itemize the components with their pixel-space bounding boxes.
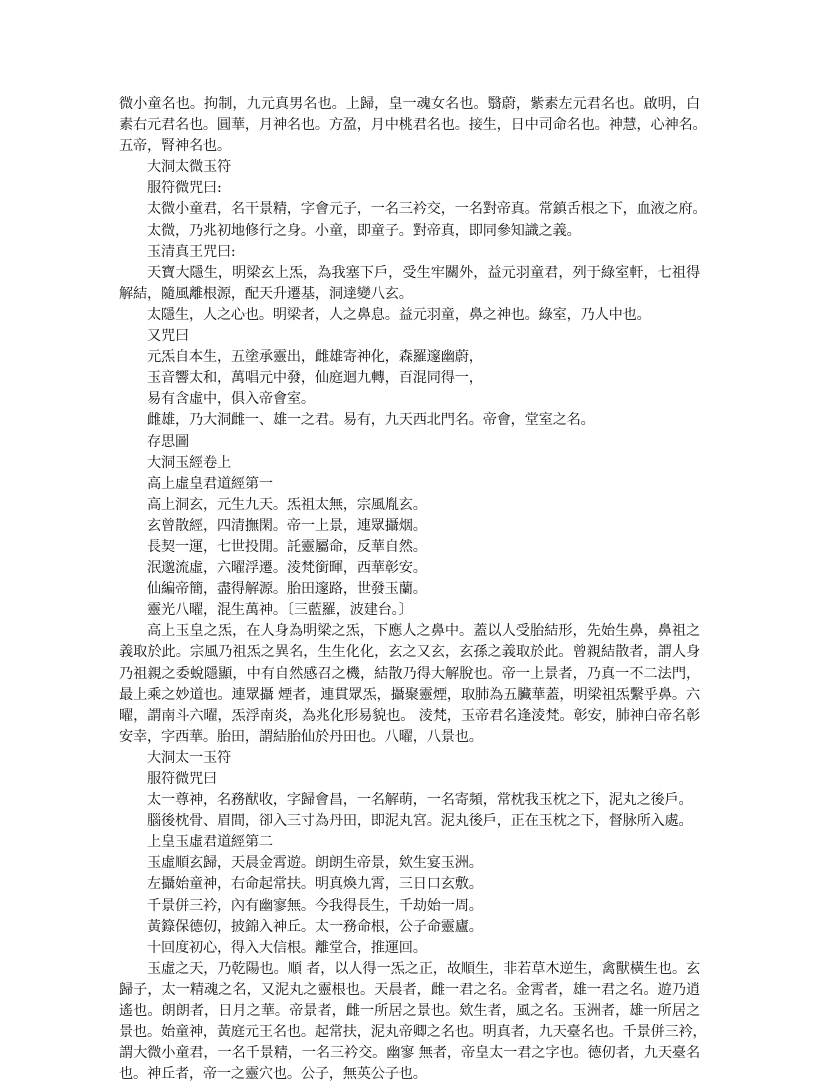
section-heading: 大洞太一玉符 [147, 749, 231, 766]
verse-line: 黃籙保德仞，披錦入神丘。太一務命根，公子命靈廬。 [147, 918, 483, 935]
section-heading: 高上虛皇君道經第一 [147, 475, 273, 492]
verse-line: 高上洞玄，元生九天。炁祖太無，宗風胤玄。 [147, 496, 427, 513]
verse-line: 十回度初心，得入大信根。離堂合，推運回。 [147, 939, 427, 956]
verse-line: 易有含虛中，俱入帝會室。 [147, 391, 315, 408]
incantation-heading: 服符微咒曰: [147, 180, 222, 197]
verse-line: 玉虛順玄歸，天晨金霄遊。朗朗生帝景，欸生宴玉洲。 [147, 855, 483, 872]
text-line: 太隱生，人之心也。明梁者，人之鼻息。益元羽童，鼻之神也。綠室，乃人中也。 [147, 306, 651, 323]
text-line: 雌雄，乃大洞雌一、雄一之君。易有，九天西北門名。帝會，堂室之名。 [147, 412, 595, 429]
text-line: 最上乘之妙道也。連眾攝 煙者，連貫眾炁，攝聚靈煙，取肺為五臟華蓋，明梁祖炁繫乎鼻。六 [119, 686, 700, 703]
verse-line: 左攝始童神，右命起常扶。明真煥九霄，三日口玄敷。 [147, 876, 483, 893]
text-line: 太一尊神，名務猷收，字歸會昌，一名解萌，一名寄頻，常枕我玉枕之下，泥丸之後戶。 [147, 792, 693, 809]
document-page [119, 94, 707, 1085]
text-line: 安幸，字西華。胎田，謂結胎仙於丹田也。八曜，八景也。 [119, 728, 483, 745]
text-line: 素右元君名也。圓華，月神名也。方盈，月中桃君名也。接生，日中司命名也。神慧，心神名。 [119, 117, 707, 134]
verse-line: 泯邈流虛，六曜浮遷。淩梵銜暉，西華彰安。 [147, 560, 427, 577]
verse-line: 仙編帝簡，盡得解源。胎田邃路，世發玉蘭。 [147, 581, 427, 598]
text-line: 微小童名也。拘制，九元真男名也。上歸，皇一魂女名也。翳蔚，紫素左元君名也。啟明，白 [119, 96, 700, 112]
incantation-heading: 玉清真王咒曰: [147, 243, 236, 260]
section-heading: 存思圖 [147, 433, 189, 450]
text-line: 歸子，太一精魂之名，又泥丸之靈根也。天晨者，雌一君之名。金霄者，雄一君之名。遊乃逍 [119, 981, 700, 998]
text-line: 景也。始童神，黃庭元王名也。起常扶，泥丸帝卿之名也。明真者，九天臺名也。千景併三衿， [119, 1024, 707, 1041]
section-heading: 大洞玉經卷上 [147, 454, 231, 471]
section-heading: 上皇玉虛君道經第二 [147, 834, 273, 851]
verse-line: 長契一運，七世投閒。託靈屬命，反華自然。 [147, 538, 427, 555]
verse-line: 玄曾散經，四清撫閑。帝一上景，連眾攝烟。 [147, 517, 427, 534]
text-line: 曜，謂南斗六曜，炁浮南炎，為兆化形易貌也。 淩梵，玉帝君名逢淩梵。彰安，肺神白帝名彰 [119, 707, 700, 724]
text-line: 解結，隨風離根源，配天升遷基，洞達變八玄。 [119, 285, 413, 302]
verse-line: 千景併三衿，內有幽寥無。今我得長生，千劫始一周。 [147, 897, 483, 914]
verse-line: 元炁自本生，五塗承靈出，雌雄寄神化，森羅邃幽蔚， [147, 349, 483, 366]
text-line: 高上玉皇之炁，在人身為明梁之炁，下應人之鼻中。蓋以人受胎結形，先始生鼻，鼻祖之 [147, 623, 700, 640]
text-line: 太微小童君，名干景精，字會元子，一名三衿交，一名對帝真。常鎮舌根之下，血液之府。 [147, 201, 707, 218]
verse-line: 靈光八曜，混生萬神。〔三藍羅，波建台。〕 [147, 602, 413, 619]
text-line: 五帝，腎神名也。 [119, 138, 231, 155]
text-line: 乃祖親之委蛻隱顯，中有自然感召之機，結散乃得大解脫也。帝一上景者，乃真一不二法門， [119, 665, 700, 682]
text-line: 義取於此。宗風乃祖炁之異名，生生化化，玄之又玄，玄孫之義取於此。曾親結散者，謂人身 [119, 644, 700, 661]
text-line: 謂大微小童君，一名千景精，一名三衿交。幽寥 無者，帝皇太一君之字也。德仞者，九天臺名 [119, 1045, 700, 1062]
text-line: 腦後枕骨、眉間，卻入三寸為丹田，即泥丸宮。泥丸後戶，正在玉枕之下，督脉所入處。 [147, 813, 693, 830]
section-heading: 大洞太微玉符 [147, 159, 231, 176]
text-line: 太微，乃兆初地修行之身。小童，即童子。對帝真，即同參知識之義。 [147, 222, 581, 239]
incantation-heading: 又咒曰 [147, 328, 189, 345]
text-line: 玉虛之天，乃乾陽也。順 者，以人得一炁之正，故順生，非若草木逆生，禽獸橫生也。玄 [147, 960, 700, 977]
verse-line: 玉音響太和，萬唱元中發，仙庭迴九轉，百混同得一， [147, 370, 483, 387]
text-line: 遙也。朗朗者，日月之華。帝景者，雌一所居之景也。欸生者，風之名。玉洲者，雄一所居之 [119, 1003, 700, 1020]
text-line: 天寶大隱生，明梁玄上炁，為我塞下戶，受生牢關外，益元羽童君，列于綠室軒，七祖得 [147, 264, 700, 281]
text-line: 也。神丘者，帝一之靈穴也。公子，無英公子也。 [119, 1066, 427, 1083]
incantation-heading: 服符微咒曰 [147, 771, 217, 787]
